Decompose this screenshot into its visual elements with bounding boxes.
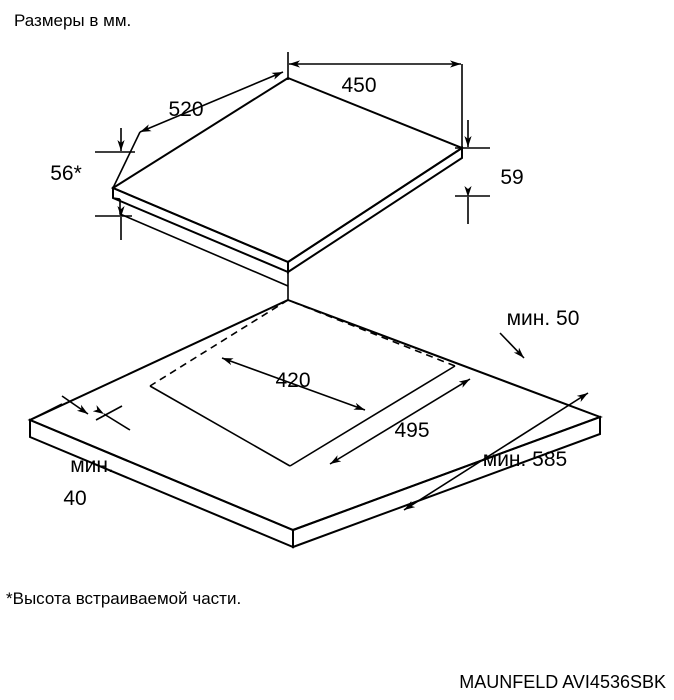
page-title: Размеры в мм. xyxy=(14,11,132,30)
dim-min-50-label: мин. 50 xyxy=(506,307,580,330)
dim-56-label: 56* xyxy=(50,162,82,185)
dim-450 xyxy=(288,52,462,150)
dim-495 xyxy=(330,379,470,464)
dim-min-40-label-line1: мин. xyxy=(70,454,114,477)
dim-min-585 xyxy=(404,393,588,510)
dim-min-40-label-line2: 40 xyxy=(63,487,87,510)
dim-520 xyxy=(113,72,283,188)
footnote: *Высота встраиваемой части. xyxy=(6,589,242,608)
dim-450-label: 450 xyxy=(341,74,377,97)
worktop xyxy=(30,300,600,547)
dim-420-label: 420 xyxy=(275,369,311,392)
dim-59 xyxy=(455,120,524,224)
cooktop-body xyxy=(113,78,462,286)
dim-520-label: 520 xyxy=(168,98,204,121)
dim-59-label: 59 xyxy=(500,166,524,189)
dim-min-50 xyxy=(500,307,579,358)
dim-min-40 xyxy=(30,396,130,510)
dim-495-label: 495 xyxy=(394,419,430,442)
dim-min-585-label: мин. 585 xyxy=(482,448,568,471)
dim-56 xyxy=(50,128,135,240)
dim-420 xyxy=(222,358,365,410)
model-label: MAUNFELD AVI4536SBK xyxy=(459,672,666,692)
